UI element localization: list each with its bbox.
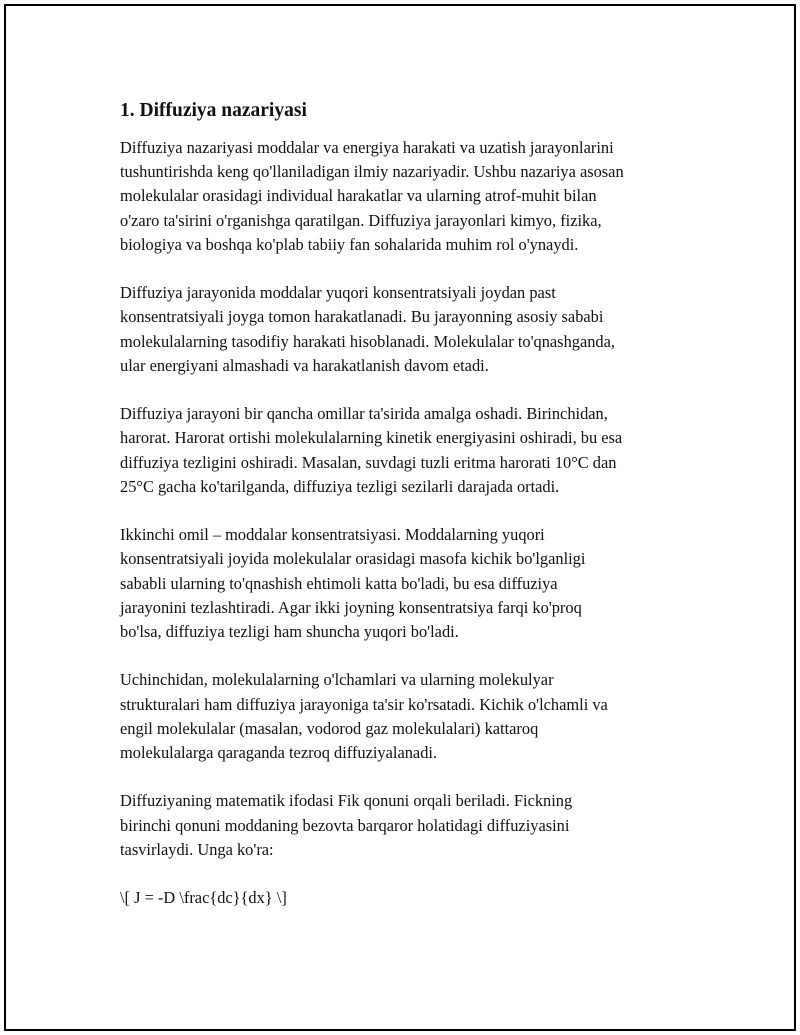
- text-line: harorat. Harorat ortishi molekulalarning kinetik energiyasini oshiradi, bu esa: [120, 428, 623, 448]
- text-line: Uchinchidan, molekulalarning o'lchamlari va ularning molekulyar: [120, 670, 554, 690]
- paragraph-fick-law: [120, 789, 710, 862]
- paragraph-concentration: [120, 523, 710, 644]
- document-body: [120, 99, 710, 910]
- text-line: Diffuziya nazariyasi moddalar va energiya harakati va uzatish jarayonlarini: [120, 138, 614, 157]
- text-line: 25°C gacha ko'tarilganda, diffuziya tezligi sezilarli darajada ortadi.: [120, 476, 560, 496]
- text-line: bo'lsa, diffuziya tezligi ham shuncha yuqori bo'ladi.: [120, 622, 459, 642]
- text-line: molekulalarning tasodifiy harakati hisoblanadi. Molekulalar to'qnashganda,: [120, 331, 615, 351]
- text-line: Diffuziya jarayoni bir qancha omillar ta'sirida amalga oshadi. Birinchidan,: [120, 404, 608, 424]
- text-line: birinchi qonuni moddaning bezovta barqaror holatidagi diffuziyasini: [120, 815, 570, 835]
- text-line: o'zaro ta'sirini o'rganishga qaratilgan. Diffuziya jarayonlari kimyo, fizika,: [120, 210, 602, 230]
- paragraph-molecule-size: [120, 668, 710, 765]
- text-line: Ikkinchi omil – moddalar konsentratsiyasi. Moddalarning yuqori: [120, 525, 545, 545]
- text-line: konsentratsiyali joyida molekulalar orasidagi masofa kichik bo'lganligi: [120, 549, 586, 569]
- text-line: Diffuziya jarayonida moddalar yuqori konsentratsiyali joydan past: [120, 283, 556, 303]
- text-line: ular energiyani almashadi va harakatlanish davom etadi.: [120, 355, 489, 375]
- text-line: Diffuziyaning matematik ifodasi Fik qonuni orqali beriladi. Fickning: [120, 791, 573, 811]
- text-line: konsentratsiyali joyga tomon harakatlanadi. Bu jarayonning asosiy sababi: [120, 307, 604, 327]
- paragraph-intro: [120, 136, 710, 257]
- paragraph-process: [120, 281, 710, 378]
- text-line: engil molekulalar (masalan, vodorod gaz molekulalari) kattaroq: [120, 718, 539, 738]
- text-line: strukturalari ham diffuziya jarayoniga ta'sir ko'rsatadi. Kichik o'lchamli va: [120, 694, 608, 714]
- section-heading: 1. Diffuziya nazariyasi: [120, 100, 307, 121]
- text-line: biologiya va boshqa ko'plab tabiiy fan sohalarida muhim rol o'ynaydi.: [120, 234, 579, 254]
- text-line: sababli ularning to'qnashish ehtimoli katta bo'ladi, bu esa diffuziya: [120, 573, 558, 593]
- formula-fick-first-law: \[ J = -D \frac{dc}{dx} \]: [120, 888, 287, 908]
- text-line: molekulalar orasidagi individual harakatlar va ularning atrof-muhit bilan: [120, 186, 597, 206]
- page-frame: [4, 4, 796, 1031]
- paragraph-temperature: [120, 402, 710, 499]
- text-line: molekulalarga qaraganda tezroq diffuziyalanadi.: [120, 743, 438, 763]
- text-line: tushuntirishda keng qo'llaniladigan ilmiy nazariyadir. Ushbu nazariya asosan: [120, 162, 624, 182]
- text-line: jarayonini tezlashtiradi. Agar ikki joyning konsentratsiya farqi ko'proq: [120, 597, 582, 617]
- text-line: tasvirlaydi. Unga ko'ra:: [120, 839, 274, 859]
- text-line: diffuziya tezligini oshiradi. Masalan, suvdagi tuzli eritma harorati 10°C dan: [120, 452, 617, 472]
